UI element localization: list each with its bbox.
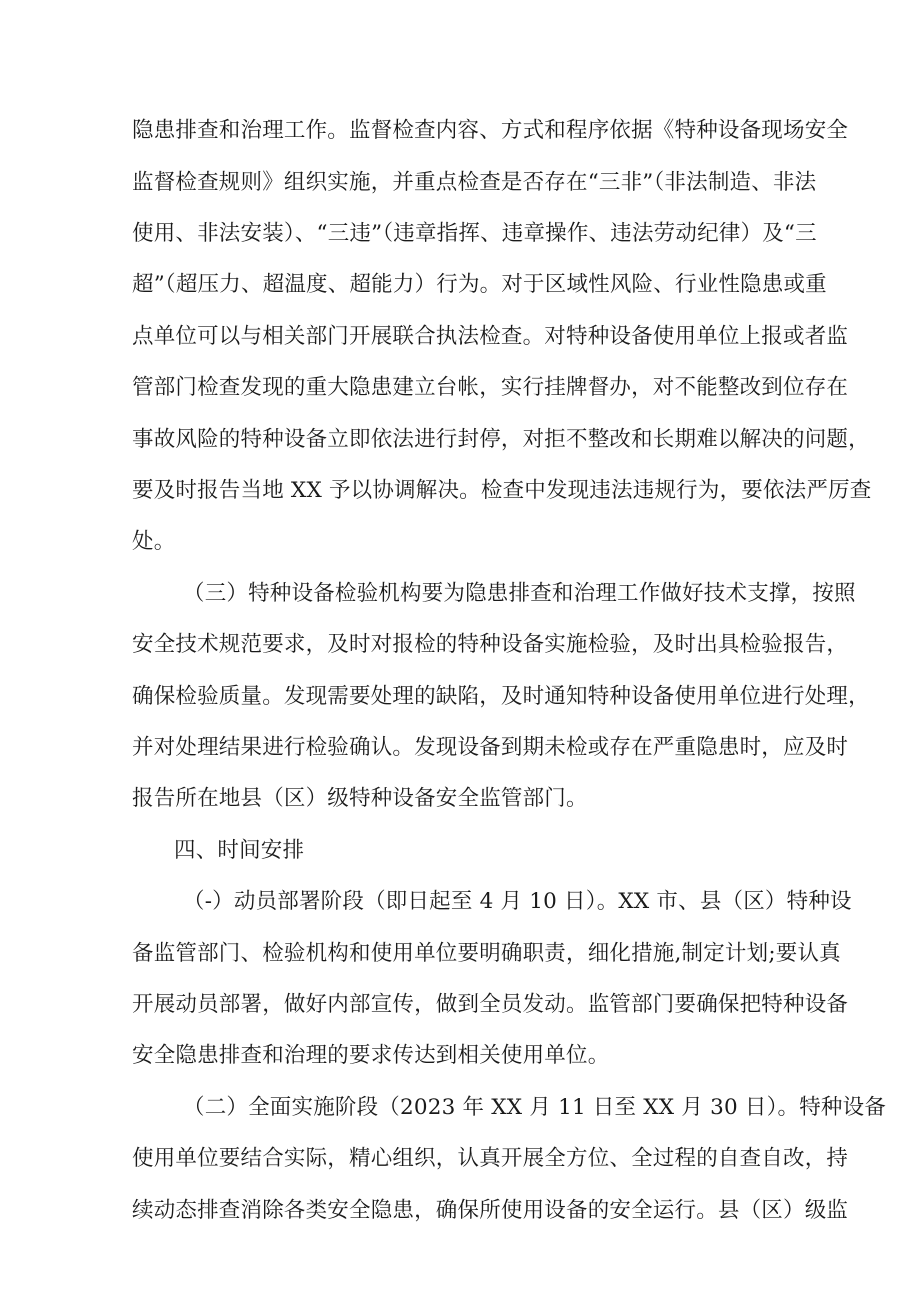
body-line: 监督检查规则》组织实施，并重点检查是否存在“三非”（非法制造、非法 xyxy=(132,170,817,195)
body-line: 处。 xyxy=(132,529,176,554)
body-line: 使用单位要结合实际，精心组织，认真开展全方位、全过程的自查自改，持 xyxy=(132,1146,849,1171)
body-line: 事故风险的特种设备立即依法进行封停，对拒不整改和长期难以解决的问题， xyxy=(132,427,870,452)
body-line: 安全技术规范要求，及时对报检的特种设备实施检验，及时出具检验报告， xyxy=(132,632,849,657)
paragraph-start-line: （三）特种设备检验机构要为隐患排查和治理工作做好技术支撑，按照 xyxy=(183,581,856,606)
body-line: 并对处理结果进行检验确认。发现设备到期未检或存在严重隐患时，应及时 xyxy=(132,735,849,760)
body-line: 点单位可以与相关部门开展联合执法检查。对特种设备使用单位上报或者监 xyxy=(132,324,849,349)
body-line: 确保检验质量。发现需要处理的缺陷，及时通知特种设备使用单位进行处理， xyxy=(132,684,870,709)
body-line: 安全隐患排查和治理的要求传达到相关使用单位。 xyxy=(132,1043,610,1068)
body-line: 要及时报告当地 XX 予以协调解决。检查中发现违法违规行为，要依法严厉查 xyxy=(132,478,872,503)
body-line: 续动态排查消除各类安全隐患，确保所使用设备的安全运行。县（区）级监 xyxy=(132,1198,849,1223)
body-line: 开展动员部署，做好内部宣传，做到全员发动。监管部门要确保把特种设备 xyxy=(132,992,849,1017)
body-line: 超”（超压力、超温度、超能力）行为。对于区域性风险、行业性隐患或重 xyxy=(132,272,827,297)
body-line: 管部门检查发现的重大隐患建立台帐，实行挂牌督办，对不能整改到位存在 xyxy=(132,375,849,400)
paragraph-start-line: （二）全面实施阶段（2023 年 XX 月 11 日至 XX 月 30 日）。特种设备 xyxy=(183,1095,887,1120)
body-line: 隐患排查和治理工作。监督检查内容、方式和程序依据《特种设备现场安全 xyxy=(132,118,849,143)
body-line: 使用、非法安装）、“三违”（违章指挥、违章操作、违法劳动纪律）及“三 xyxy=(132,221,817,246)
body-line: 报告所在地县（区）级特种设备安全监管部门。 xyxy=(132,786,588,811)
body-line: 备监管部门、检验机构和使用单位要明确职责，细化措施,制定计划;要认真 xyxy=(132,941,841,966)
section-heading: 四、时间安排 xyxy=(174,838,305,863)
paragraph-start-line: （-）动员部署阶段（即日起至 4 月 10 日）。XX 市、县（区）特种设 xyxy=(183,889,852,914)
